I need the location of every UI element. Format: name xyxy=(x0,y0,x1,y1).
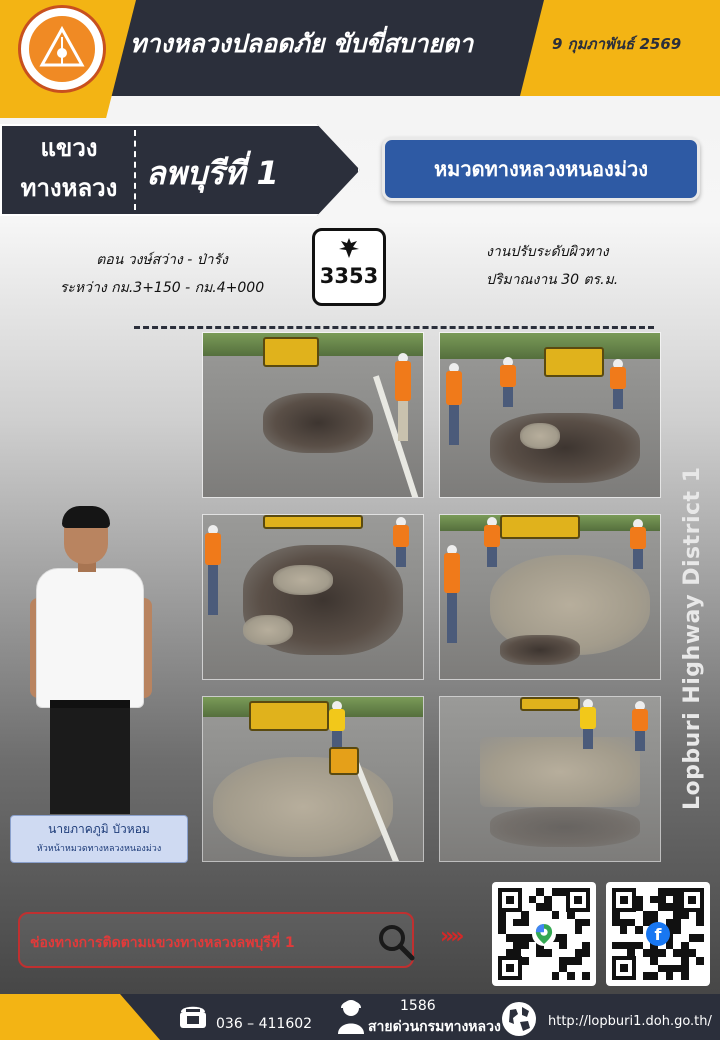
route-number: 3353 xyxy=(319,264,379,288)
road-section-info: ตอน วงษ์สว่าง - ป่ารัง ระหว่าง กม.3+150 - กม.4+000 xyxy=(59,252,265,296)
globe-icon xyxy=(500,1000,538,1038)
highway-emblem-icon xyxy=(38,25,86,73)
district-name: ลพบุรีที่ 1 xyxy=(146,154,279,192)
hotline-label: สายด่วนกรมทางหลวง xyxy=(368,1019,501,1035)
work-photo-2 xyxy=(439,332,661,498)
district-label: แขวง ทางหลวง xyxy=(20,134,118,202)
work-photo-1 xyxy=(202,332,424,498)
supervisor-name: นายภาคภูมิ บัวหอม xyxy=(48,822,150,836)
follow-channels-box[interactable] xyxy=(18,912,414,968)
map-qr-code[interactable] xyxy=(492,882,596,986)
footer-phone: 036 – 411602 xyxy=(216,1016,313,1032)
follow-channels-text: ช่องทางการติดตามแขวงทางหลวงลพบุรีที่ 1 xyxy=(30,935,295,951)
phone-icon xyxy=(178,1002,208,1030)
department-logo xyxy=(18,5,106,93)
district-divider xyxy=(134,130,136,210)
search-icon xyxy=(376,922,416,962)
garuda-icon xyxy=(337,237,361,259)
unit-name: หมวดทางหลวงหนองม่วง xyxy=(382,137,700,201)
hotline-number: 1586 xyxy=(400,998,436,1014)
supervisor-title: หัวหน้าหมวดทางหลวงหนองม่วง xyxy=(36,844,162,854)
district-banner xyxy=(0,124,360,216)
arrow-indicator: »» xyxy=(440,924,461,949)
work-photo-6 xyxy=(439,696,661,862)
facebook-icon: f xyxy=(646,922,670,946)
work-photo-3 xyxy=(202,514,424,680)
header-date: 9 กุมภาพันธ์ 2569 xyxy=(552,35,682,53)
side-label: Lopburi Highway District 1 xyxy=(680,466,705,810)
footer-website[interactable]: http://lopburi1.doh.go.th/ xyxy=(548,1014,712,1029)
work-photo-4 xyxy=(439,514,661,680)
header-title: ทางหลวงปลอดภัย ขับขี่สบายตา xyxy=(130,29,474,58)
route-number-badge xyxy=(312,228,386,306)
map-pin-icon xyxy=(532,922,556,946)
supervisor-photo xyxy=(30,508,154,814)
supervisor-name-card xyxy=(10,815,188,863)
work-photo-5 xyxy=(202,696,424,862)
work-description: งานปรับระดับผิวทาง ปริมาณงาน 30 ตร.ม. xyxy=(486,244,619,288)
dashed-divider xyxy=(134,326,654,329)
facebook-qr-code[interactable] xyxy=(606,882,710,986)
hotline-person-icon xyxy=(336,998,366,1034)
